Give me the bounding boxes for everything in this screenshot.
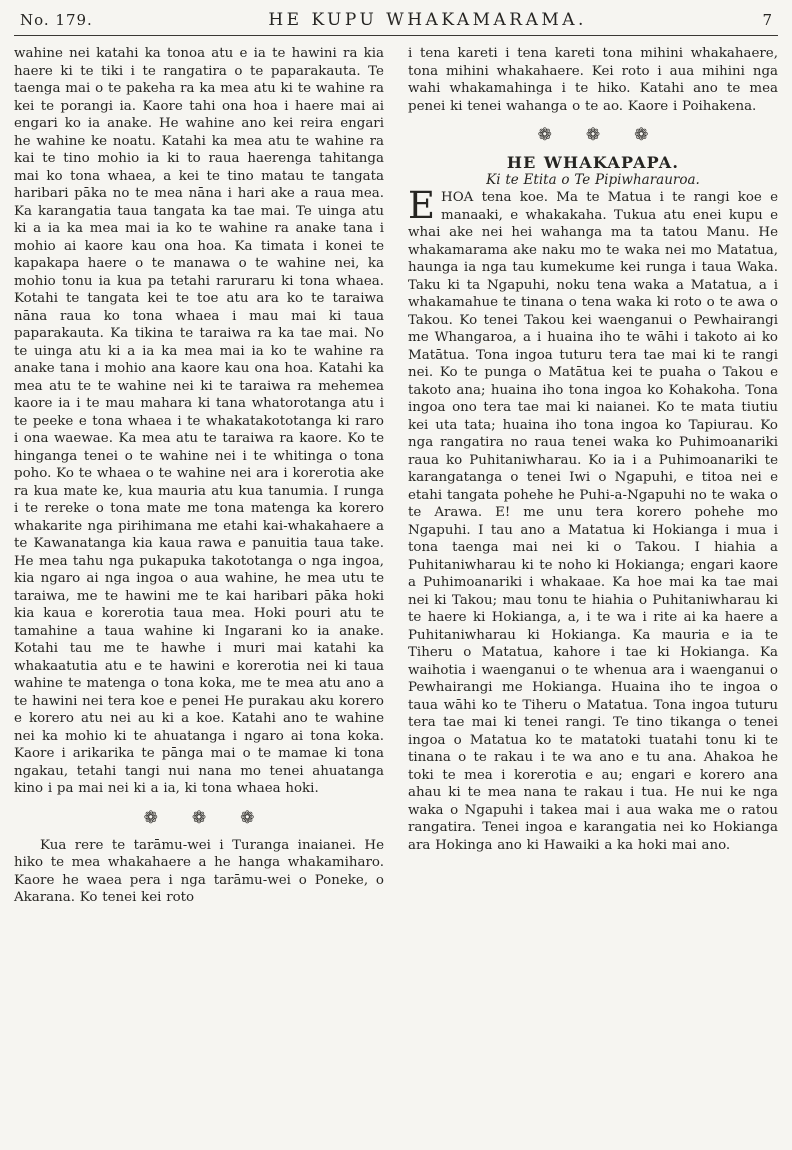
left-paragraph-tram-news: Kua rere te tarāmu-wei i Turanga inaianei. He hiko te mea whakahaere a he hanga whakamiharo. Kaore he waea pera i nga tarāmu-wei o Poneke, o Akarana. Ko tenei kei roto <box>14 837 384 905</box>
section-heading: HE WHAKAPAPA. <box>506 153 680 172</box>
rosette-ornament-icon: ❁ <box>240 807 255 828</box>
left-column <box>14 45 384 907</box>
rosette-ornament-icon: ❁ <box>634 125 649 145</box>
masthead <box>14 8 778 36</box>
article-body <box>408 184 778 854</box>
rosette-ornament-icon: ❁ <box>537 125 552 145</box>
page-number: 7 <box>762 11 772 29</box>
article-text: HOA tena koe. Ma te Matua i te rangi koe e manaaki, e whakakaha. Tukua atu enei kupu e whai ake nei hei wahanga ma ta tatou Manu. He whakamarama ake naku mo te waka nei mo Matatua, haunga ia nga tau kumekume kei runga i taua Waka. Taku ki ta Ngapuhi, noku tena waka a Matatua, a i whakamahue te tinana o tena waka ki roto o te awa o Takou. Ko tenei Takou kei waenganui o Pewhairangi me Whangaroa, a i huaina iho te wāhi i takoto ai ko Matātua. Tona ingoa tuturu tera tae mai ki te rangi nei. Ko te punga o Matātua kei te puaha o Takou e takoto ana; huaina iho tona ingoa ko Kohakoha. Tona ingoa ono tera tae mai ki naianei. Ko te mata tiutiu kei uta tata; huaina iho tona ingoa ko Tapiurau. Ko nga rangatira no raua tenei waka ko Puhimoanariki raua ko Puhitaniwharau. Ko ia i a Puhimoanariki te karangatanga o tenei Iwi o Ngapuhi, e titoa nei e etahi tangata pohehe he Puhi-a-Ngapuhi no te waka o te Arawa. E! me unu tera korero pohehe mo Ngapuhi. I tau ano a Matatua ki Hokianga i mua i tona taenga mai nei ki o Takou. I hiahia a Puhitaniwharau ki te noho ki Hokianga; engari kaore a Puhimoanariki i whakaae. Ka hoe mai ka tae mai nei ki Takou; mau tonu te hiahia o Puhitaniwharau ki te haere ki Hokianga, a, i te wa i rite ai ka haere a Puhitaniwharau ki Hokianga. Ka mauria e ia te Tiheru o Matatua, kahore i tae ki Hokianga. Ka waihotia i waenganui o te whenua ara i waenganui o Pewhairangi me Hokianga. Huaina iho te ingoa o taua wāhi ko te Tiheru o Matatua. Tona ingoa tuturu tera tae mai ki tenei rangi. Te tino tikanga o tenei ingoa o Matatua ko te matatoki tuatahi tonu ki te tinana o te rakau i te wa ano e tu ana. Ahakoa he toki te mea i korerotia e au; engari e korero ana ahau ki te mea nana te rakau i tua. He nui ke nga waka o Ngapuhi i takea mai i aua waka me o ratou rangatira. Tenei ingoa e karangatia nei ko Hokianga ara Hokinga ano ki Hawaiki a ka hoki mai ano. <box>408 190 778 853</box>
drop-cap: E <box>408 184 436 227</box>
rosette-ornament-icon: ❁ <box>191 807 207 828</box>
rosette-ornament-icon: ❁ <box>585 125 601 145</box>
ornament-divider <box>14 807 384 828</box>
left-paragraph-continuation: wahine nei katahi ka tonoa atu e ia te hawini ra kia haere ki te tiki i te rangatira o te paparakauta. Te taenga mai o te pakeha ra ka mea atu ki te wahine ra kei te porangi ia. Kaore tahi ona hoa i haere mai ai engari ko ia anake. He wahine ano kei reira engari he wahine ke noatu. Katahi ka mea atu te wahine ra kai te tino mohio ia ki to raua haerenga tahitanga mai ko tona whaea, a kei te tino matau te tangata haribari pāka no te mea nāna i hari ake a raua mea. Ka karangatia taua tangata ka tae mai. Te uinga atu ki a ia ka mea mai ia ko te wahine ra anake tana i mohio ai kaore kau ona hoa. Ka timata i konei te kapakapa haere o te manawa o te wahine nei, ka mohio tonu ia kua pa tetahi raruraru ki tona whaea. Kotahi te tangata kei te toe atu ara ko te taraiwa nāna raua ko tona whaea i mau mai ki taua paparakauta. Ka tikina te taraiwa ra ka tae mai. No te uinga atu ki a ia ka mea mai ia ko te wahine ra anake tana i mohio ana kaore kau ona hoa. Katahi ka mea atu te te wahine nei ki te taraiwa ra mehemea kaore ia i te mau mahara ki tana whatorotanga atu i te peeke e tona whaea i te whakatakototanga ki raro i ona waewae. Ka mea atu te taraiwa ra kaore. Ko te hinganga tenei o te wahine nei i te whitinga o tona poho. Ko te whaea o te wahine nei ara i korerotia ake ra kua mate ke, kua mauria atu kua tanumia. I runga i te rereke o tona mate me tona matenga ka korero whakarite nga pirihimana me etahi kai-whakahaere a te Kawanatanga kia kaua rawa e panuitia taua take. He mea tahu nga pukapuka takototanga o nga ingoa, kia ngaro ai nga ingoa o aua wahine, he mea utu te taraiwa, me te hawini me te kai haribari pāka hoki kia kaua e korerotia taua mea. Hoki pouri atu te tamahine a taua wahine ki Ingarani ko ia anake. Kotahi tau me te hawhe i muri mai katahi ka whakaatutia atu e te hawini e korerotia nei ki taua wahine te matenga o tona koka, me te mea atu ano a te hawini nei tera koe e penei He purakau aku korero e korero atu nei au ki a koe. Katahi ano te wahine nei ka mohio ki te ahuatanga i ngaro ai tona koka. Kaore i arikarika te pānga mai o te mamae ki tona ngakau, tetahi tangi nui nana mo tenei ahuatanga kino i pa mai nei ki a ia, ki tona whaea hoki. <box>14 46 384 796</box>
rosette-ornament-icon: ❁ <box>143 807 158 828</box>
ornament-divider <box>408 127 778 144</box>
paper-title: HE KUPU WHAKAMARAMA. <box>268 10 587 30</box>
issue-number: No. 179. <box>20 11 93 29</box>
right-paragraph-continuation: i tena kareti i tena kareti tona mihini whakahaere, tona mihini whakahaere. Kei roto i aua mihini nga wahi whakamahinga i te hiko. Katahi ano te mea penei ki tenei wahanga o te ao. Kaore i Poihakena. <box>408 46 778 114</box>
right-column <box>408 45 778 907</box>
article-byline: Ki te Etita o Te Pipiwharauroa. <box>486 171 700 188</box>
text-columns <box>14 45 778 907</box>
